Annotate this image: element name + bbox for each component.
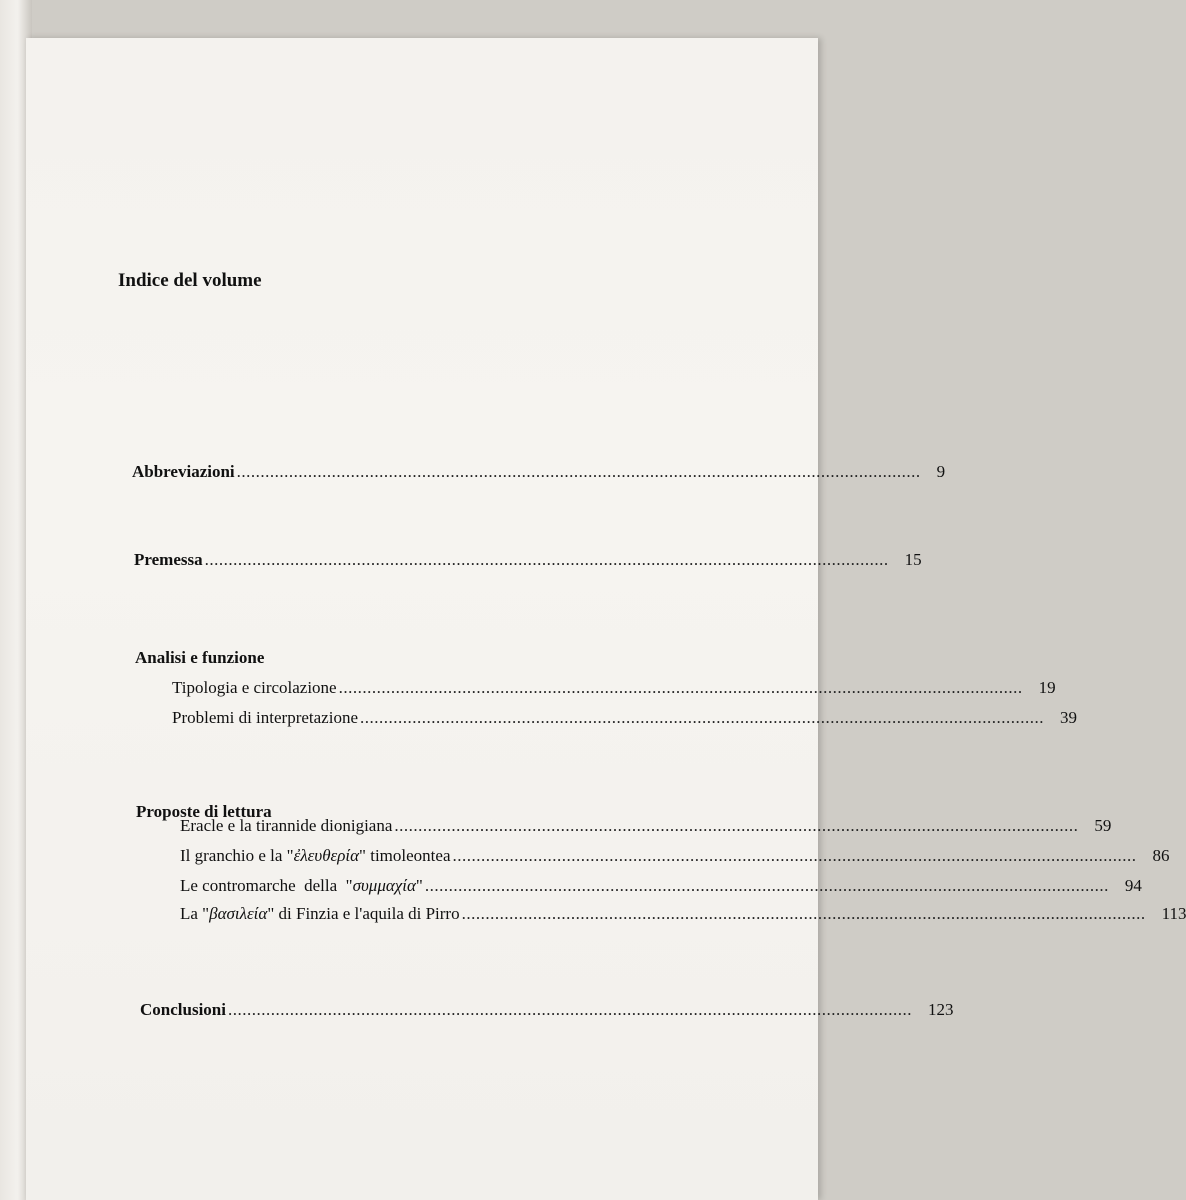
toc-label-text: "	[415, 876, 423, 895]
toc-page-number: 39	[1060, 708, 1077, 727]
toc-label-text: Le contromarche della "	[180, 876, 353, 895]
toc-leader-dots: ................................................................................................................................................	[204, 550, 889, 569]
toc-label-greek: συμμαχία	[352, 876, 416, 895]
toc-entry-label	[180, 904, 460, 924]
toc-leader-dots: ................................................................................................................................................	[452, 846, 1137, 865]
toc-leader-dots: ................................................................................................................................................	[338, 678, 1023, 697]
toc-page-number: 113	[1161, 904, 1186, 923]
toc-entry-label	[180, 876, 423, 896]
toc-leader-dots: ................................................................................................................................................	[236, 462, 921, 481]
toc-entry-abbreviazioni	[132, 462, 946, 482]
toc-label-greek: βασιλεία	[209, 904, 268, 923]
toc-page-number: 19	[1038, 678, 1056, 697]
toc-page-number: 123	[927, 1000, 954, 1019]
toc-entry-problemi	[172, 708, 1077, 728]
toc-page-number: 86	[1152, 846, 1170, 865]
section-heading-proposte: Proposte di lettura	[136, 802, 272, 821]
toc-label-greek: ἐλευθερία	[293, 846, 360, 865]
toc-entry-label: Tipologia e circolazione	[172, 678, 337, 697]
toc-entry-label: Problemi di interpretazione	[172, 708, 358, 727]
toc-page-number: 9	[936, 462, 946, 481]
toc-label-text: " timoleontea	[359, 846, 451, 865]
toc-entry-premessa	[134, 550, 922, 570]
toc-entry-label: Abbreviazioni	[132, 462, 235, 481]
toc-leader-dots: ................................................................................................................................................	[461, 904, 1146, 923]
toc-entry-label	[180, 846, 451, 866]
show-through-texture	[26, 38, 818, 1200]
toc-leader-dots: ................................................................................................................................................	[227, 1000, 912, 1019]
toc-entry-conclusioni	[140, 1000, 954, 1020]
toc-leader-dots: ................................................................................................................................................	[394, 816, 1079, 835]
toc-entry-label: Premessa	[134, 550, 203, 569]
toc-page-number: 94	[1124, 876, 1142, 895]
toc-entry-basileia	[180, 904, 1186, 924]
toc-page-number: 15	[904, 550, 922, 569]
toc-leader-dots: ................................................................................................................................................	[360, 708, 1044, 727]
toc-entry-granchio	[180, 846, 1170, 866]
toc-entry-eracle	[180, 816, 1112, 836]
toc-entry-label: Conclusioni	[140, 1000, 226, 1019]
toc-entry-contromarche	[180, 876, 1142, 896]
toc-entry-tipologia	[172, 678, 1056, 698]
toc-page-number: 59	[1094, 816, 1112, 835]
toc-label-text: Il granchio e la "	[180, 846, 294, 865]
book-page	[26, 38, 1186, 1200]
toc-entry-label: Eracle e la tirannide dionigiana	[180, 816, 393, 835]
toc-leader-dots: ................................................................................................................................................	[424, 876, 1109, 895]
page-title: Indice del volume	[118, 270, 262, 291]
section-heading-analisi: Analisi e funzione	[135, 648, 265, 667]
toc-label-text: " di Finzia e l'aquila di Pirro	[267, 904, 460, 923]
toc-label-text: La "	[180, 904, 210, 923]
